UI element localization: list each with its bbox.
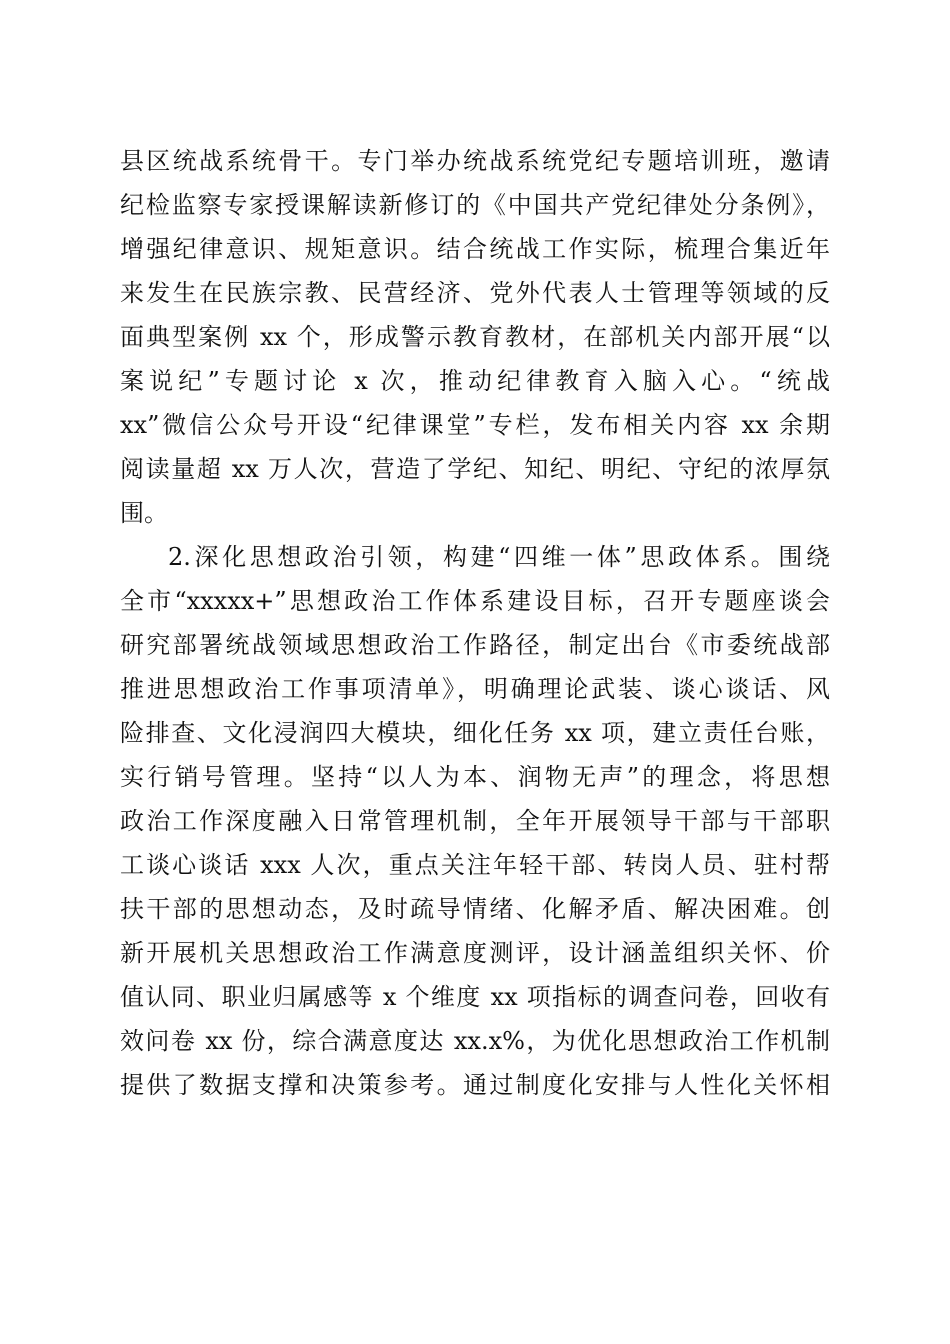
- text-line: 增强纪律意识、规矩意识。结合统战工作实际，梳理合集近年: [120, 235, 830, 263]
- text-line: 工谈心谈话 xxx 人次，重点关注年轻干部、转岗人员、驻村帮: [120, 851, 830, 879]
- text-line: 来发生在民族宗教、民营经济、党外代表人士管理等领域的反: [120, 279, 830, 307]
- text-line: 面典型案例 xx 个，形成警示教育教材，在部机关内部开展“以: [120, 323, 830, 351]
- text-line: 围。: [120, 499, 168, 527]
- text-line: 新开展机关思想政治工作满意度测评，设计涵盖组织关怀、价: [120, 939, 830, 967]
- text-line: 值认同、职业归属感等 x 个维度 xx 项指标的调查问卷，回收有: [120, 983, 830, 1011]
- text-line: xx”微信公众号开设“纪律课堂”专栏，发布相关内容 xx 余期: [120, 411, 830, 439]
- text-line: 研究部署统战领域思想政治工作路径，制定出台《市委统战部: [120, 631, 830, 659]
- text-line: 2.深化思想政治引领，构建“四维一体”思政体系。围绕: [168, 543, 830, 571]
- text-line: 效问卷 xx 份，综合满意度达 xx.x%，为优化思想政治工作机制: [120, 1027, 830, 1055]
- text-line: 纪检监察专家授课解读新修订的《中国共产党纪律处分条例》，: [120, 191, 830, 219]
- text-line: 险排查、文化浸润四大模块，细化任务 xx 项，建立责任台账，: [120, 719, 830, 747]
- text-line: 推进思想政治工作事项清单》，明确理论武装、谈心谈话、风: [120, 675, 830, 703]
- text-line: 县区统战系统骨干。专门举办统战系统党纪专题培训班，邀请: [120, 147, 830, 175]
- text-line: 阅读量超 xx 万人次，营造了学纪、知纪、明纪、守纪的浓厚氛: [120, 455, 830, 483]
- text-line: 提供了数据支撑和决策参考。通过制度化安排与人性化关怀相: [120, 1071, 830, 1099]
- text-line: 案说纪”专题讨论 x 次，推动纪律教育入脑入心。“统战: [120, 367, 830, 395]
- body-text: [120, 143, 830, 1111]
- text-line: 实行销号管理。坚持“以人为本、润物无声”的理念，将思想: [120, 763, 830, 791]
- text-line: 扶干部的思想动态，及时疏导情绪、化解矛盾、解决困难。创: [120, 895, 830, 923]
- text-line: 全市“xxxxx+”思想政治工作体系建设目标，召开专题座谈会: [120, 587, 830, 615]
- text-line: 政治工作深度融入日常管理机制，全年开展领导干部与干部职: [120, 807, 830, 835]
